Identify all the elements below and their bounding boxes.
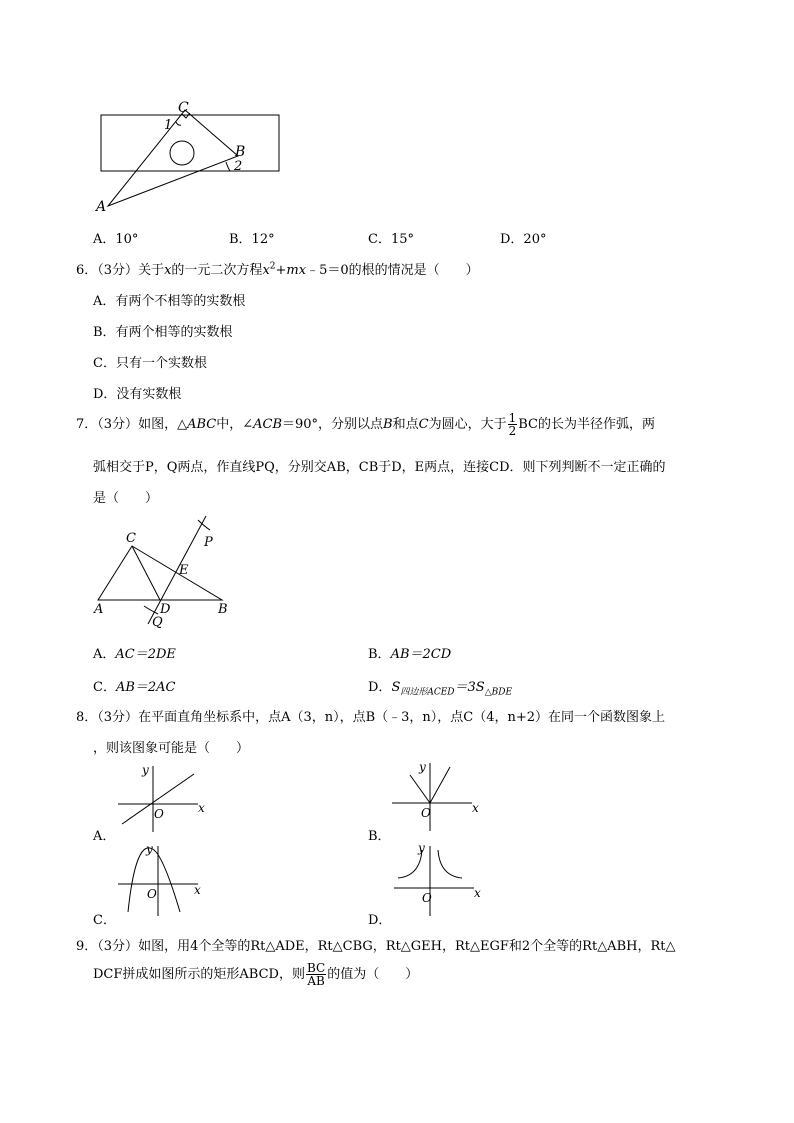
q8c-label-y: y <box>146 842 153 856</box>
q6-var-x: x <box>164 263 172 278</box>
q5-angle2-arc <box>226 162 230 171</box>
q5-label-b: B <box>235 144 246 160</box>
q7-half-fraction <box>508 412 518 437</box>
q7-line-pq <box>148 516 206 624</box>
q5-triangle <box>108 110 238 206</box>
q8a-label-o: O <box>154 807 164 821</box>
q9-line2-text-a: DCF拼成如图所示的矩形ABCD，则 <box>93 967 305 982</box>
q8c-label-x: x <box>194 883 201 897</box>
q8-option-b: B． <box>368 829 391 844</box>
q8c-parabola <box>128 848 180 912</box>
q7-text-f: 的长为半径作弧，两 <box>537 417 655 432</box>
q7-stem-line2: 弧相交于P，Q两点，作直线PQ，分别交AB，CB于D，E两点，连接CD．则下列判断不一定正确的 <box>93 460 666 475</box>
q6-score: （3分） <box>97 263 139 278</box>
q7-option-d-sub2: △BDE <box>484 687 513 698</box>
q7-point-c: C <box>418 417 429 432</box>
q5-option-b: B．12° <box>229 232 275 247</box>
q8d-label-y: y <box>418 841 425 855</box>
q8a-label-x: x <box>198 801 205 815</box>
q5-label-1: 1 <box>164 118 173 133</box>
q9-stem-line2 <box>93 962 418 987</box>
q7-option-b-prefix: B． <box>368 647 391 662</box>
q8d-curve-right <box>438 850 462 878</box>
q7-label-e: E <box>179 563 189 578</box>
q5-angle1-arc <box>176 122 181 125</box>
q7-option-b <box>368 643 451 662</box>
q7-text-e: 为圆心，大于 <box>428 417 507 432</box>
q6-option-d: D．没有实数根 <box>93 387 182 402</box>
q7-fraction-numerator: 1 <box>508 411 517 425</box>
q8-number: 8． <box>76 710 98 725</box>
q6-number: 6． <box>76 263 98 278</box>
q8c-label-o: O <box>147 887 157 901</box>
q6-option-a: A．有两个不相等的实数根 <box>93 294 246 309</box>
q7-option-d-prefix: D． <box>368 680 392 695</box>
q7-text-c: ＝90°，分别以点 <box>282 417 384 432</box>
q7-number: 7． <box>76 417 98 432</box>
q8-score: （3分） <box>97 710 139 725</box>
q7-label-a: A <box>94 602 104 617</box>
q8-graph-d <box>390 840 490 920</box>
q5-label-c: C <box>178 100 189 116</box>
q7-triangle-abc <box>98 546 222 600</box>
q8-option-c: C． <box>93 913 116 928</box>
q7-option-a-prefix: A． <box>93 647 116 662</box>
q6-eq-plus: + <box>275 263 287 278</box>
q6-eq-x: x <box>262 263 270 278</box>
q7-point-b: B <box>383 417 393 432</box>
q7-score: （3分） <box>97 417 139 432</box>
q6-option-c: C．只有一个实数根 <box>93 356 207 371</box>
q8b-label-x: x <box>472 801 479 815</box>
q6-stem-text-b: 的一元二次方程 <box>171 263 263 278</box>
q9-score: （3分） <box>97 939 139 954</box>
q7-stem-line1 <box>76 412 655 437</box>
q7-stem-line3: 是（ ） <box>93 491 159 506</box>
q6-stem <box>76 259 479 278</box>
q7-option-c <box>93 676 176 695</box>
q6-eq-exponent: 2 <box>269 261 276 272</box>
q9-ratio-fraction <box>306 962 326 987</box>
q8d-label-x: x <box>474 886 481 900</box>
q9-number: 9． <box>76 939 98 954</box>
q7-option-d-mid: ＝3S <box>454 680 485 695</box>
q8-graph-c <box>112 840 212 920</box>
q8-stem-line1 <box>76 706 665 725</box>
q5-label-a: A <box>96 199 107 215</box>
q5-option-a: A．10° <box>93 232 139 247</box>
q7-figure <box>88 510 238 632</box>
q8-line1-text: 在平面直角坐标系中，点A（3，n），点B（﹣3，n），点C（4，n+2）在同一个函数图象上 <box>138 710 666 725</box>
q5-figure <box>90 98 290 216</box>
q7-option-b-expr: AB＝2CD <box>390 647 452 662</box>
q5-option-d: D．20° <box>500 232 547 247</box>
q5-hole-circle <box>170 141 194 165</box>
q7-option-c-expr: AB＝2AC <box>115 680 176 695</box>
q9-stem-line1 <box>76 935 675 954</box>
q8d-label-o: O <box>422 891 432 905</box>
q8-graph-b <box>388 755 488 835</box>
q7-option-d <box>368 676 512 698</box>
q7-option-d-s: S <box>391 680 401 695</box>
q7-acb: ACB <box>253 417 282 432</box>
q7-option-c-prefix: C． <box>93 680 116 695</box>
q8b-label-y: y <box>419 760 426 774</box>
q7-option-a-expr: AC＝2DE <box>115 647 176 662</box>
q7-fraction-denominator: 2 <box>508 424 517 438</box>
q8-stem-line2: ，则该图象可能是（ ） <box>93 741 250 756</box>
q5-label-2: 2 <box>234 159 243 174</box>
q6-eq-mx: mx <box>286 263 307 278</box>
q6-eq-rest: ﹣5＝0的根的情况是（ ） <box>306 263 479 278</box>
q8-option-a: A． <box>93 829 116 844</box>
q7-bc: BC <box>518 417 538 432</box>
q5-option-c: C．15° <box>368 232 414 247</box>
q7-abc: ABC <box>187 417 217 432</box>
q8a-label-y: y <box>142 763 149 777</box>
q7-label-c: C <box>126 531 136 546</box>
q6-option-b: B．有两个相等的实数根 <box>93 325 233 340</box>
q7-label-b: B <box>218 602 228 617</box>
q7-label-p: P <box>204 535 213 550</box>
q7-text-b: 中，∠ <box>216 417 254 432</box>
q9-line1-text: 如图，用4个全等的Rt△ADE，Rt△CBG，Rt△GEH，Rt△EGF和2个全等的Rt△ABH，Rt△ <box>138 939 676 954</box>
q7-option-d-sub1: 四边形ACED <box>400 687 455 698</box>
q8-graph-a <box>112 760 212 836</box>
q8-option-d: D． <box>368 913 392 928</box>
q9-fraction-denominator: AB <box>307 974 325 988</box>
q7-label-q: Q <box>152 615 163 630</box>
q7-label-d: D <box>160 602 171 617</box>
q8b-label-o: O <box>421 806 431 820</box>
q7-text-a: 如图，△ <box>138 417 188 432</box>
q7-option-a <box>93 643 176 662</box>
q6-stem-text-a: 关于 <box>138 263 165 278</box>
q9-fraction-numerator: BC <box>306 961 326 975</box>
q9-line2-text-b: 的值为（ ） <box>327 967 419 982</box>
q7-text-d: 和点 <box>392 417 419 432</box>
